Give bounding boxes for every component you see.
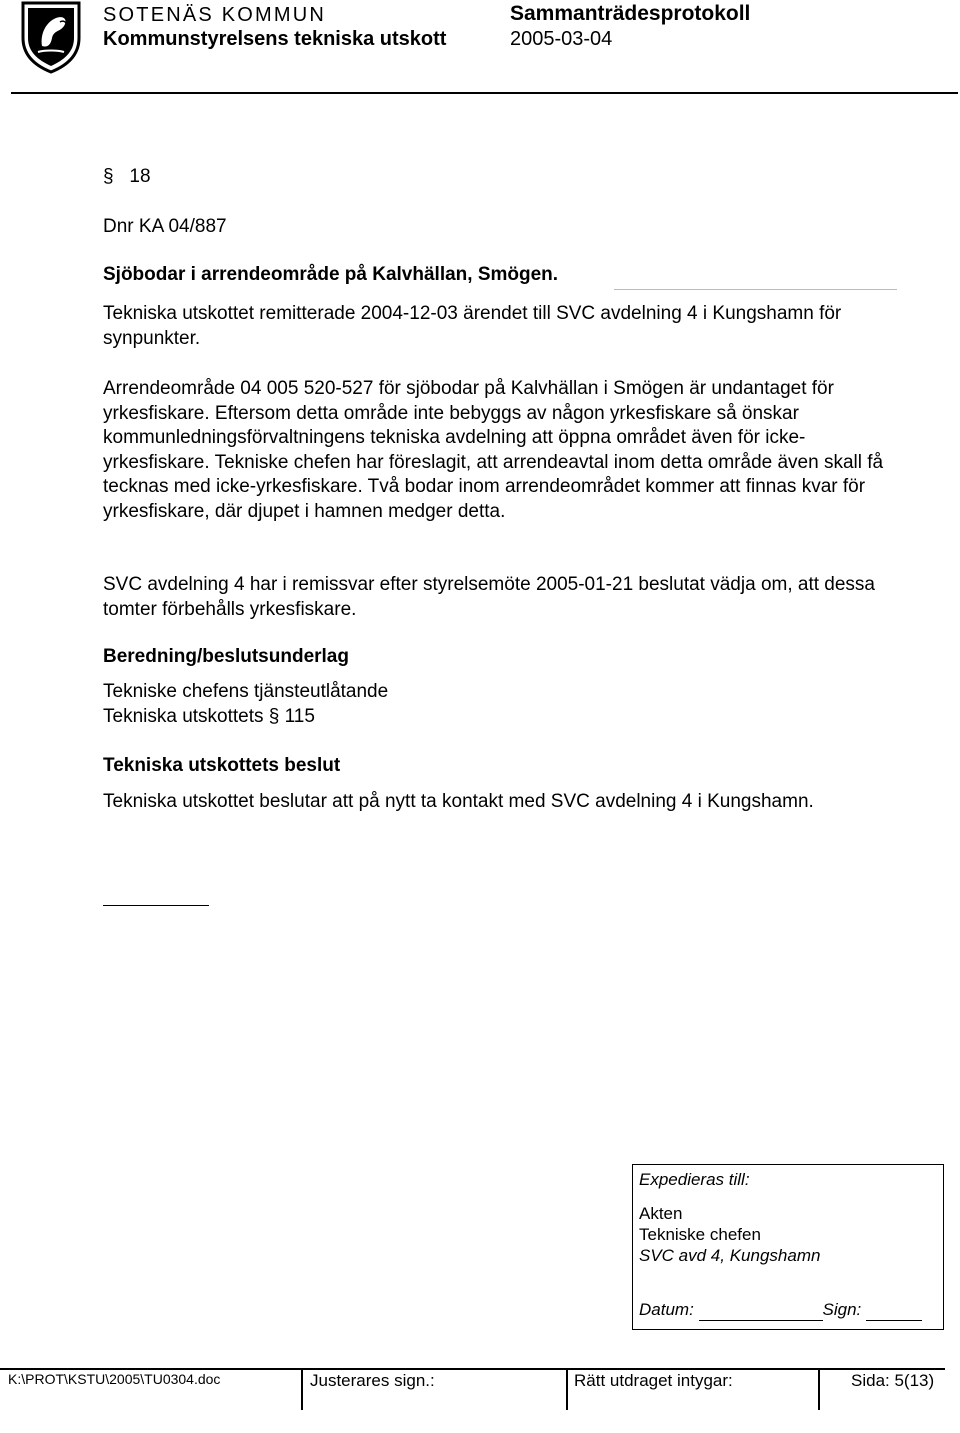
title-underline [614,289,897,290]
sign-blank [866,1300,922,1321]
sign-label: Sign: [822,1300,862,1319]
paragraph-remiss: Tekniska utskottet remitterade 2004-12-03 ärendet till SVC avdelning 4 i Kungshamn för synpunkter. [103,303,842,349]
distribution-box [632,1164,944,1330]
recipient-tekniske-chefen: Tekniske chefen [639,1225,761,1244]
committee-name: Kommunstyrelsens tekniska utskott [103,28,447,50]
decision-heading: Tekniska utskottets beslut [103,755,341,776]
section-sign-icon: § [103,166,114,187]
footer-divider-1 [301,1368,303,1410]
adjust-sign-label: Justerares sign.: [310,1371,435,1390]
dnr-reference: Dnr KA 04/887 [103,216,227,237]
basis-heading: Beredning/beslutsunderlag [103,646,349,667]
basis-item-2: Tekniska utskottets § 115 [103,706,315,727]
municipal-coat-of-arms-logo [20,0,82,74]
meeting-date: 2005-03-04 [510,28,613,50]
page-footer [0,1368,960,1433]
basis-item-1: Tekniske chefens tjänsteutlåtande [103,681,389,702]
paragraph-background: Arrendeområde 04 005 520-527 för sjöbodar på Kalvhällan i Smögen är undantaget för yrkesfiskare. Eftersom detta område inte bebyggs av någon yrkesfiskare så önskar kommunledningsförvaltningens tekniska avdelning att öppna området även för icke-yrkesfiskare. Tekniske chefen har föreslagit, att arrendeavtal inom detta område även skall få tecknas med icke-yrkesfiskare. Två bodar inom arrendeområdet kommer att finnas kvar för yrkesfiskare, där djupet i hamnen medger detta. [103,378,884,522]
section-title: Sjöbodar i arrendeområde på Kalvhällan, Smögen. [103,264,559,285]
section-number-value: 18 [129,166,151,187]
recipient-svc: SVC avd 4, Kungshamn [639,1246,821,1265]
header-divider [11,92,958,94]
date-sign-row [639,1300,922,1321]
recipient-akten: Akten [639,1204,683,1223]
organization-name: SOTENÄS KOMMUN [103,4,327,26]
paragraph-svc-response: SVC avdelning 4 har i remissvar efter styrelsemöte 2005-01-21 beslutat vädja om, att dessa tomter förbehålls yrkesfiskare. [103,574,875,620]
page-number: Sida: 5(13) [851,1371,935,1390]
document-type: Sammanträdesprotokoll [510,2,751,25]
decision-text: Tekniska utskottet beslutar att på nytt ta kontakt med SVC avdelning 4 i Kungshamn. [103,791,814,812]
date-label: Datum: [639,1300,694,1319]
file-path: K:\PROT\KSTU\2005\TU0304.doc [8,1371,221,1387]
end-of-section-rule [103,905,209,906]
section-number [103,166,151,188]
certified-label: Rätt utdraget intygar: [574,1371,733,1390]
date-blank [699,1300,823,1321]
footer-divider-2 [566,1368,568,1410]
distribution-label: Expedieras till: [639,1170,750,1189]
footer-top-rule [0,1368,945,1370]
footer-divider-3 [818,1368,820,1410]
